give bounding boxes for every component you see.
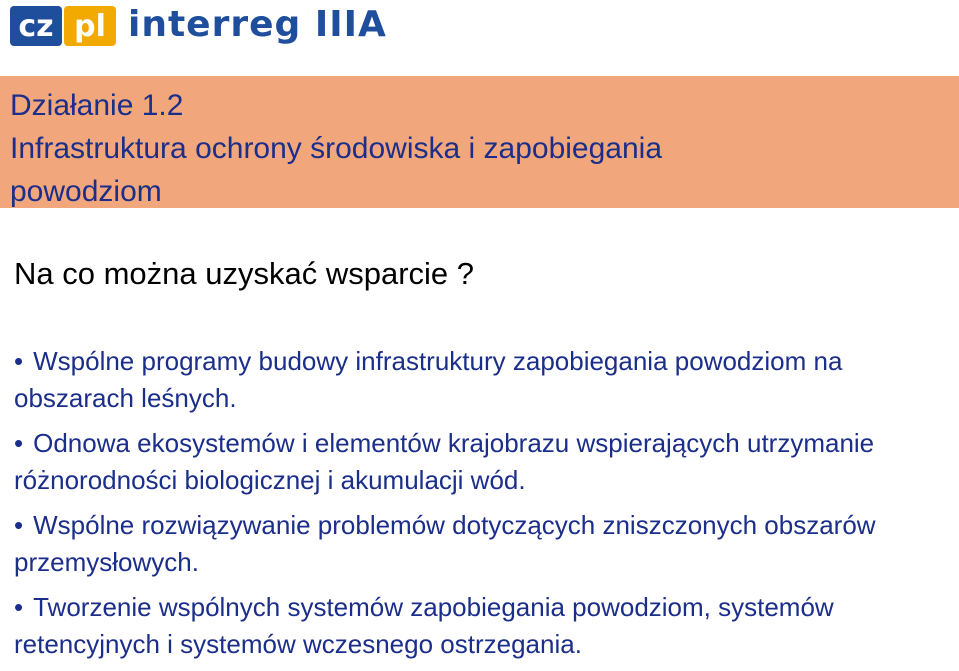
bullet-text: Wspólne rozwiązywanie problemów dotyczących zniszczonych obszarów przemysłowych. (14, 510, 876, 577)
logo-wordmark: interreg IIIA (128, 4, 387, 45)
bullet-item (14, 425, 954, 499)
title-banner (0, 76, 959, 208)
logo-cz-badge: cz (10, 6, 62, 46)
section-question: Na co można uzyskać wsparcie ? (14, 256, 475, 291)
bullet-marker: • (14, 592, 24, 622)
bullet-marker: • (14, 428, 24, 458)
bullet-text: Wspólne programy budowy infrastruktury zapobiegania powodziom na obszarach leśnych. (14, 346, 843, 413)
bullet-text: Tworzenie wspólnych systemów zapobiegania powodziom, systemów retencyjnych i systemów wczesnego ostrzegania. (14, 592, 834, 659)
bullet-item (14, 507, 954, 581)
bullet-marker: • (14, 510, 24, 540)
logo-pl-badge: pl (64, 6, 116, 46)
title-line-2: Infrastruktura ochrony środowiska i zapobiegania (10, 132, 663, 165)
bullet-item (14, 589, 954, 663)
title-line-1: Działanie 1.2 (10, 89, 184, 122)
bullet-marker: • (14, 346, 24, 376)
bullet-text: Odnowa ekosystemów i elementów krajobrazu wspierających utrzymanie różnorodności biologicznej i akumulacji wód. (14, 428, 875, 495)
logo-bar (0, 0, 959, 60)
bullet-item (14, 343, 954, 417)
title-line-3: powodziom (10, 175, 162, 208)
bullet-list (14, 343, 954, 671)
